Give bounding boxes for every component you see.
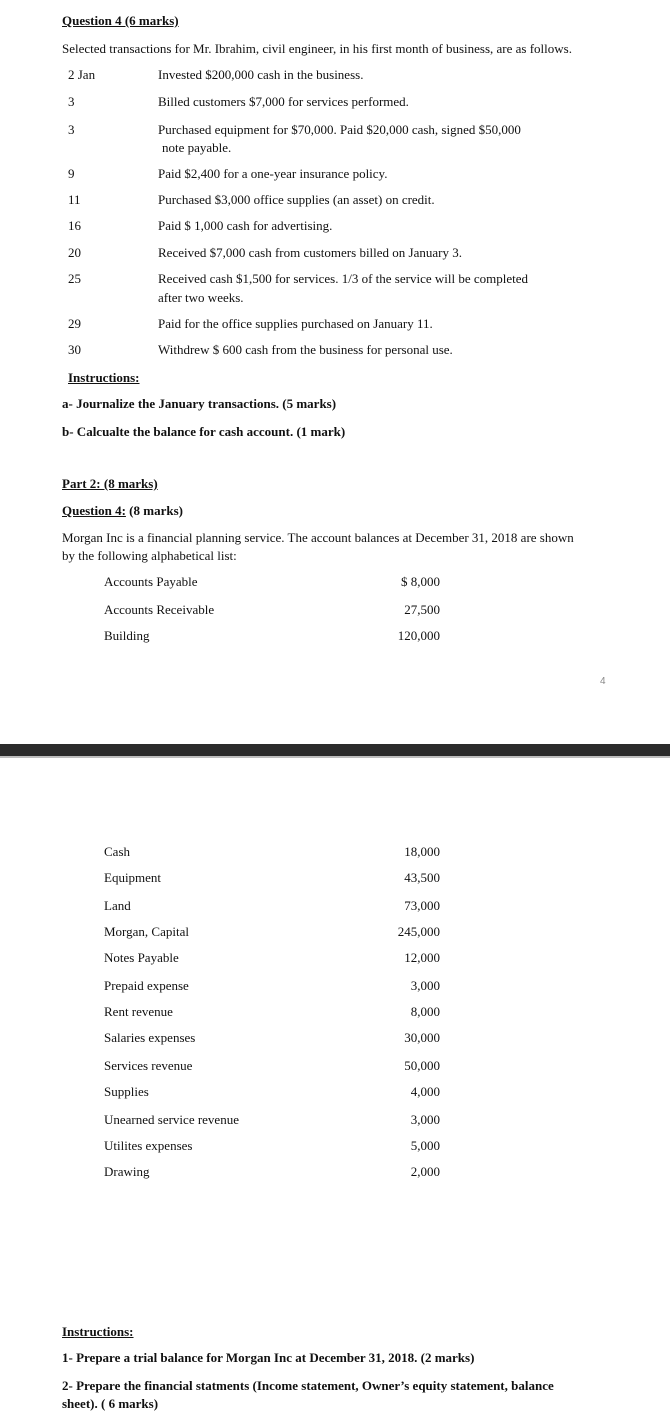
account-balance: 73,000 (404, 898, 440, 913)
account-name: Salaries expenses (104, 1030, 196, 1045)
transaction-description: Received $7,000 cash from customers billed on January 3. (158, 245, 462, 260)
q4-instruction-a: a- Journalize the January transactions. (5 marks) (62, 396, 337, 411)
account-balance: 5,000 (410, 1138, 440, 1153)
account-balance: 50,000 (404, 1058, 440, 1073)
account-balance: 43,500 (404, 870, 440, 885)
transaction-description: Invested $200,000 cash in the business. (158, 67, 364, 82)
document-page-2 (0, 758, 670, 1428)
page-separator (0, 744, 670, 758)
account-name: Building (104, 628, 150, 643)
part-2-instruction-2-line-2: sheet). ( 6 marks) (62, 1396, 159, 1411)
transaction-description-continued: after two weeks. (158, 290, 244, 305)
account-name: Supplies (104, 1084, 149, 1099)
account-balance: 30,000 (404, 1030, 440, 1045)
account-name: Accounts Payable (104, 574, 198, 589)
transaction-description-continued: note payable. (162, 140, 232, 155)
account-balance: 27,500 (404, 602, 440, 617)
q4-instruction-b: b- Calcualte the balance for cash account. (1 mark) (62, 424, 346, 439)
account-name: Rent revenue (104, 1004, 173, 1019)
account-balance: 18,000 (404, 844, 440, 859)
part-2-heading: Part 2: (8 marks) (62, 476, 158, 491)
part-2-intro-line-1: Morgan Inc is a financial planning service. The account balances at December 31, 2018 are shown (62, 530, 574, 545)
account-name: Unearned service revenue (104, 1112, 239, 1127)
account-balance: 245,000 (397, 924, 440, 939)
transaction-description: Withdrew $ 600 cash from the business for personal use. (158, 342, 453, 357)
account-balance: 120,000 (397, 628, 440, 643)
account-balance: 3,000 (410, 1112, 440, 1127)
q4-instructions-heading: Instructions: (68, 370, 140, 385)
transaction-date: 3 (68, 122, 75, 137)
transaction-date: 29 (68, 316, 81, 331)
account-name: Equipment (104, 870, 162, 885)
transaction-date: 11 (68, 192, 81, 207)
part-2-instruction-1: 1- Prepare a trial balance for Morgan Inc at December 31, 2018. (2 marks) (62, 1350, 475, 1365)
part-2-question-heading (62, 503, 183, 519)
page-number: 4 (600, 676, 606, 687)
account-name: Drawing (104, 1164, 150, 1179)
account-name: Notes Payable (104, 950, 179, 965)
transaction-date: 9 (68, 166, 75, 181)
transaction-description: Paid for the office supplies purchased on January 11. (158, 316, 433, 331)
account-name: Land (104, 898, 131, 913)
account-name: Cash (104, 844, 130, 859)
question-4-intro: Selected transactions for Mr. Ibrahim, civil engineer, in his first month of business, are as follows. (62, 41, 572, 56)
transaction-date: 2 Jan (68, 67, 96, 82)
account-balance: 2,000 (410, 1164, 440, 1179)
part-2-intro-line-2: by the following alphabetical list: (62, 548, 237, 563)
part-2-instructions-heading: Instructions: (62, 1324, 134, 1339)
transaction-date: 3 (68, 94, 75, 109)
account-name: Accounts Receivable (104, 602, 215, 617)
account-name: Services revenue (104, 1058, 193, 1073)
account-name: Utilites expenses (104, 1138, 193, 1153)
question-label: Question 4: (62, 503, 126, 518)
transaction-date: 25 (68, 271, 81, 286)
transaction-description: Paid $ 1,000 cash for advertising. (158, 218, 333, 233)
account-balance: 12,000 (404, 950, 440, 965)
transaction-description: Purchased $3,000 office supplies (an asset) on credit. (158, 192, 435, 207)
account-name: Morgan, Capital (104, 924, 189, 939)
account-balance: 3,000 (410, 978, 440, 993)
transaction-date: 16 (68, 218, 81, 233)
account-balance: 4,000 (410, 1084, 440, 1099)
question-4-heading: Question 4 (6 marks) (62, 13, 179, 28)
transaction-description: Paid $2,400 for a one-year insurance policy. (158, 166, 388, 181)
transaction-description: Purchased equipment for $70,000. Paid $20,000 cash, signed $50,000 (158, 122, 521, 137)
question-marks: (8 marks) (125, 503, 183, 518)
part-2-instruction-2-line-1: 2- Prepare the financial statments (Income statement, Owner’s equity statement, balance (62, 1378, 554, 1393)
account-balance: 8,000 (410, 1004, 440, 1019)
transaction-description: Billed customers $7,000 for services performed. (158, 94, 409, 109)
transaction-date: 30 (68, 342, 81, 357)
account-name: Prepaid expense (104, 978, 189, 993)
account-balance: $ 8,000 (401, 574, 440, 589)
transaction-date: 20 (68, 245, 81, 260)
transaction-description: Received cash $1,500 for services. 1/3 of the service will be completed (158, 271, 529, 286)
